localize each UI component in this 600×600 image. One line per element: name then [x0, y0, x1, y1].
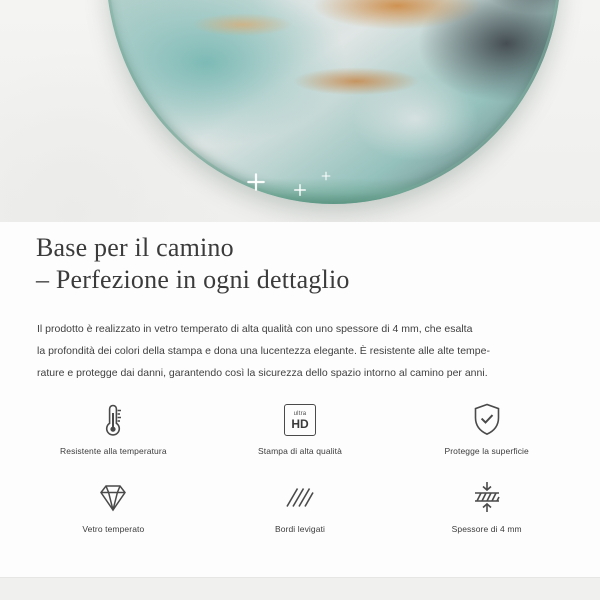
feature-item-polished-edges: [207, 476, 394, 550]
headline-line-2: – Perfezione in ogni dettaglio: [36, 265, 350, 294]
polished-edges-icon: [283, 476, 317, 520]
shield-check-icon: [470, 398, 504, 442]
thickness-arrows-icon: [467, 476, 507, 520]
round-glass-plate: [106, 0, 561, 204]
feature-item-print-quality: [207, 398, 394, 472]
ultra-hd-badge-top: ultra: [293, 410, 307, 417]
feature-label: Bordi levigati: [274, 524, 326, 534]
feature-label: Stampa di alta qualità: [258, 446, 342, 456]
feature-label: Protegge la superficie: [444, 446, 529, 456]
ultra-hd-icon: [284, 398, 316, 442]
paragraph-line-3: rature e protegge dai danni, garantendo così la sicurezza dello spazio intorno al camino per anni.: [37, 367, 488, 379]
hero-product-image: [0, 0, 600, 222]
ultra-hd-badge-bottom: HD: [291, 416, 309, 431]
feature-label: Vetro temperato: [82, 524, 145, 534]
diamond-icon: [95, 476, 131, 520]
feature-grid: [20, 398, 580, 550]
page-title: [36, 232, 576, 296]
feature-item-tempered-glass: [20, 476, 207, 550]
description-paragraph: [37, 318, 569, 384]
feature-label: Spessore di 4 mm: [451, 524, 522, 534]
feature-label: Resistente alla temperatura: [60, 446, 167, 456]
thermometer-icon: [98, 398, 128, 442]
paragraph-line-1: Il prodotto è realizzato in vetro temperato di alta qualità con uno spessore di 4 mm, che esalta: [37, 323, 473, 335]
headline-line-1: Base per il camino: [36, 233, 234, 262]
feature-item-thickness: [393, 476, 580, 550]
paragraph-line-2: la profondità dei colori della stampa e dona una lucentezza elegante. È resistente alle alte tempe-: [37, 345, 490, 357]
footer-strip: [0, 577, 600, 600]
feature-item-temperature-resistant: [20, 398, 207, 472]
feature-item-surface-protection: [393, 398, 580, 472]
